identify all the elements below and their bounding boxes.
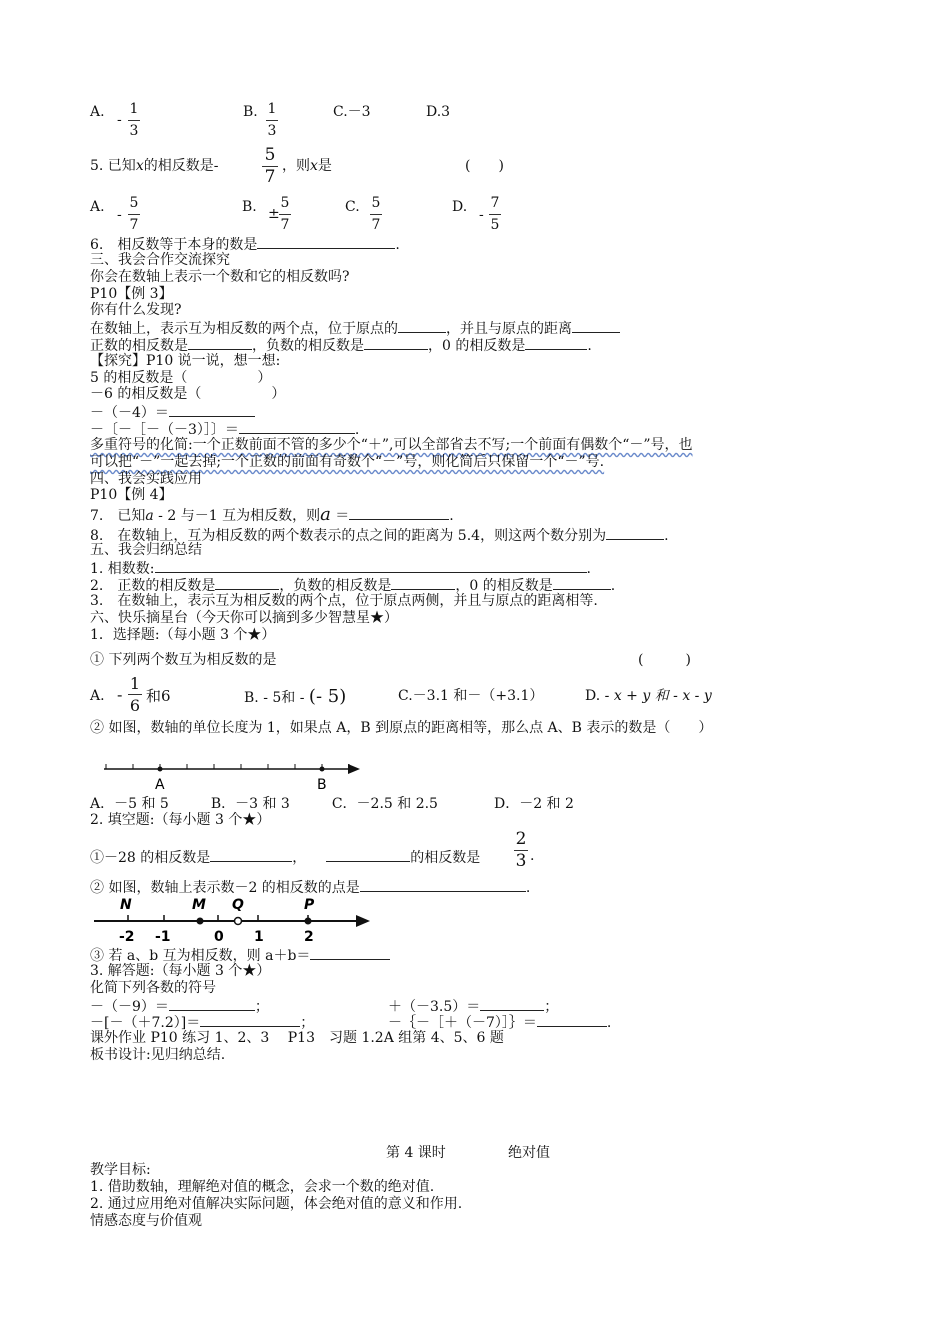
q5-option-d-sign: - xyxy=(479,207,484,223)
section-6-heading: 六、快乐摘星台（今天你可以摘到多少智慧星★） xyxy=(90,610,398,626)
q5-option-b-label: B. xyxy=(242,199,257,215)
choice-1-a-fraction: 1 6 xyxy=(129,674,141,715)
rule-line-1: 多重符号的化简:一个正数前面不管的多少个“＋”,可以全部省去不写;一个前面有偶数个“－”号，也 xyxy=(90,437,693,453)
fill-1-end: . xyxy=(530,848,535,864)
discovery-line-2: 正数的相反数是 ，负数的相反数是 ，0 的相反数是 . xyxy=(90,338,592,354)
simplify-instruction: 化简下列各数的符号 xyxy=(90,980,216,996)
teaching-goal-3: 情感态度与价值观 xyxy=(90,1213,202,1229)
simplify-b: ＋（－3.5）＝ ； xyxy=(388,999,559,1015)
point-n-label: N xyxy=(120,897,132,913)
choice-1: ① 下列两个数互为相反数的是 xyxy=(90,652,277,668)
q5-fraction: 5 7 xyxy=(262,146,278,187)
point-q xyxy=(235,918,242,925)
explore-heading: 【探究】P10 说一说，想一想: xyxy=(90,353,281,369)
choice-2: ② 如图，数轴的单位长度为 1，如果点 A，B 到原点的距离相等，那么点 A、B 表示的数是（ ） xyxy=(90,720,713,736)
point-b-label: B xyxy=(317,777,327,793)
simplify-d: －｛－［＋（－7）］｝＝ . xyxy=(388,1015,612,1031)
point-p-label: P xyxy=(304,897,315,913)
choice-2-options: A．－5 和 5 B．－3 和 3 C．－2.5 和 2.5 D．－2 和 2 xyxy=(90,796,574,812)
number-line-tick-label: 0 xyxy=(214,929,224,945)
example-4: P10【例 4】 xyxy=(90,487,173,503)
number-line-tick-label: -1 xyxy=(155,929,171,945)
section-5-heading: 五、我会归纳总结 xyxy=(90,542,202,558)
rule-line-2: 可以把“－”一起去掉;一个正数的前面有奇数个“－”号，则化简后只保留一个“－”号. xyxy=(90,454,605,470)
option-b-label: B. xyxy=(243,104,258,120)
option-b-fraction: 1 3 xyxy=(267,101,277,139)
opposite-of-5: 5 的相反数是（ ） xyxy=(90,370,272,386)
section-3-question: 你会在数轴上表示一个数和它的相反数吗? xyxy=(90,269,350,285)
option-a-sign: - xyxy=(117,112,122,128)
choice-1-c: C.－3.1 和－（+3.1） xyxy=(398,688,544,704)
q5-option-d-fraction: 7 5 xyxy=(490,195,500,233)
point-m xyxy=(197,918,204,925)
choice-1-d: D. - x + y 和 - x - y xyxy=(585,688,712,704)
simplify-a: －（－9）＝ ； xyxy=(90,999,269,1015)
option-a-label: A. xyxy=(90,104,105,120)
q5-option-b-sign: ± xyxy=(268,206,280,222)
summary-1: 1. 相数数: . xyxy=(90,561,591,577)
q5-option-a-label: A. xyxy=(90,199,105,215)
fill-heading: 2. 填空题:（每小题 3 个★） xyxy=(90,812,271,828)
q6: 6. 相反数等于本身的数是 . xyxy=(90,237,400,253)
choice-heading: 1．选择题:（每小题 3 个★） xyxy=(90,627,276,643)
number-line-nmqp xyxy=(90,895,380,945)
point-b xyxy=(320,767,325,772)
section-4-heading: 四、我会实践应用 xyxy=(90,471,202,487)
q5-option-b-fraction: 5 7 xyxy=(280,195,290,233)
simplify-neg-3: －〔－［－（－3）］〕＝ . xyxy=(90,422,360,438)
point-a-label: A xyxy=(155,777,165,793)
option-a-fraction: 1 3 xyxy=(129,101,139,139)
option-d: D.3 xyxy=(426,104,451,120)
teaching-goal-1: 1. 借助数轴，理解绝对值的概念，会求一个数的绝对值. xyxy=(90,1179,435,1195)
simplify-neg-4: －（－4）＝ xyxy=(90,403,255,422)
discovery-line-1: 在数轴上，表示互为相反数的两个点，位于原点的 ，并且与原点的距离 xyxy=(90,319,620,338)
summary-3: 3. 在数轴上，表示互为相反数的两个点，位于原点两侧，并且与原点的距离相等. xyxy=(90,593,598,609)
board-design: 板书设计:见归纳总结. xyxy=(90,1047,226,1063)
q5-tail: ，则x是 xyxy=(282,158,332,174)
number-line-tick-label: -2 xyxy=(119,929,135,945)
lesson-number: 第 4 课时 xyxy=(386,1145,446,1161)
number-line-ab xyxy=(90,755,370,795)
q5-option-c-label: C. xyxy=(345,199,360,215)
point-a xyxy=(158,767,163,772)
choice-1-a-label: A. xyxy=(90,688,105,704)
opposite-of-minus-6: －6 的相反数是（ ） xyxy=(90,386,286,402)
answer-heading: 3. 解答题:（每小题 3 个★） xyxy=(90,963,271,979)
q5-option-d-label: D. xyxy=(452,199,468,215)
q5-text: 5. 已知x的相反数是- xyxy=(90,158,219,174)
teaching-goal-heading: 教学目标: xyxy=(90,1162,151,1178)
fill-1-fraction: 2 3 xyxy=(515,829,527,871)
simplify-c: －[－（＋7.2）]＝ ； xyxy=(90,1015,315,1031)
q5-option-a-fraction: 5 7 xyxy=(129,195,139,233)
discovery-heading: 你有什么发现? xyxy=(90,302,182,318)
point-q-label: Q xyxy=(232,897,244,913)
choice-1-a-tail: 和6 xyxy=(146,687,171,705)
summary-2: 2. 正数的相反数是 ，负数的相反数是 ，0 的相反数是 . xyxy=(90,578,616,594)
number-line-tick-label: 2 xyxy=(304,929,314,945)
number-line-tick-label: 1 xyxy=(254,929,264,945)
q7: 7. 已知a - 2 与－1 互为相反数，则a ＝ . xyxy=(90,504,454,525)
q5-option-a-sign: - xyxy=(117,207,122,223)
q8: 8. 在数轴上，互为相反数的两个数表示的点之间的距离为 5.4，则这两个数分别为 . xyxy=(90,528,669,544)
point-m-label: M xyxy=(192,897,206,913)
choice-1-paren: ( ) xyxy=(638,652,691,668)
option-c: C.－3 xyxy=(333,104,371,120)
section-3-heading: 三、我会合作交流探究 xyxy=(90,252,230,268)
lesson-title: 绝对值 xyxy=(508,1145,550,1161)
fill-1: ①－28 的相反数是 ， 的相反数是 xyxy=(90,850,481,866)
homework: 课外作业 P10 练习 1、2、3 P13 习题 1.2A 组第 4、5、6 题 xyxy=(90,1030,504,1046)
fill-2: ② 如图，数轴上表示数－2 的相反数的点是 . xyxy=(90,880,531,896)
point-p xyxy=(305,918,312,925)
fill-3: ③ 若 a、b 互为相反数，则 a＋b＝ xyxy=(90,946,390,965)
example-3: P10【例 3】 xyxy=(90,286,173,302)
q5-option-c-fraction: 5 7 xyxy=(371,195,381,233)
teaching-goal-2: 2. 通过应用绝对值解决实际问题，体会绝对值的意义和作用. xyxy=(90,1196,463,1212)
q5-answer-paren: ( ) xyxy=(465,158,504,174)
choice-1-a-sign: - xyxy=(117,685,123,704)
choice-1-b: B. - 5和 - (- 5) xyxy=(244,686,347,707)
